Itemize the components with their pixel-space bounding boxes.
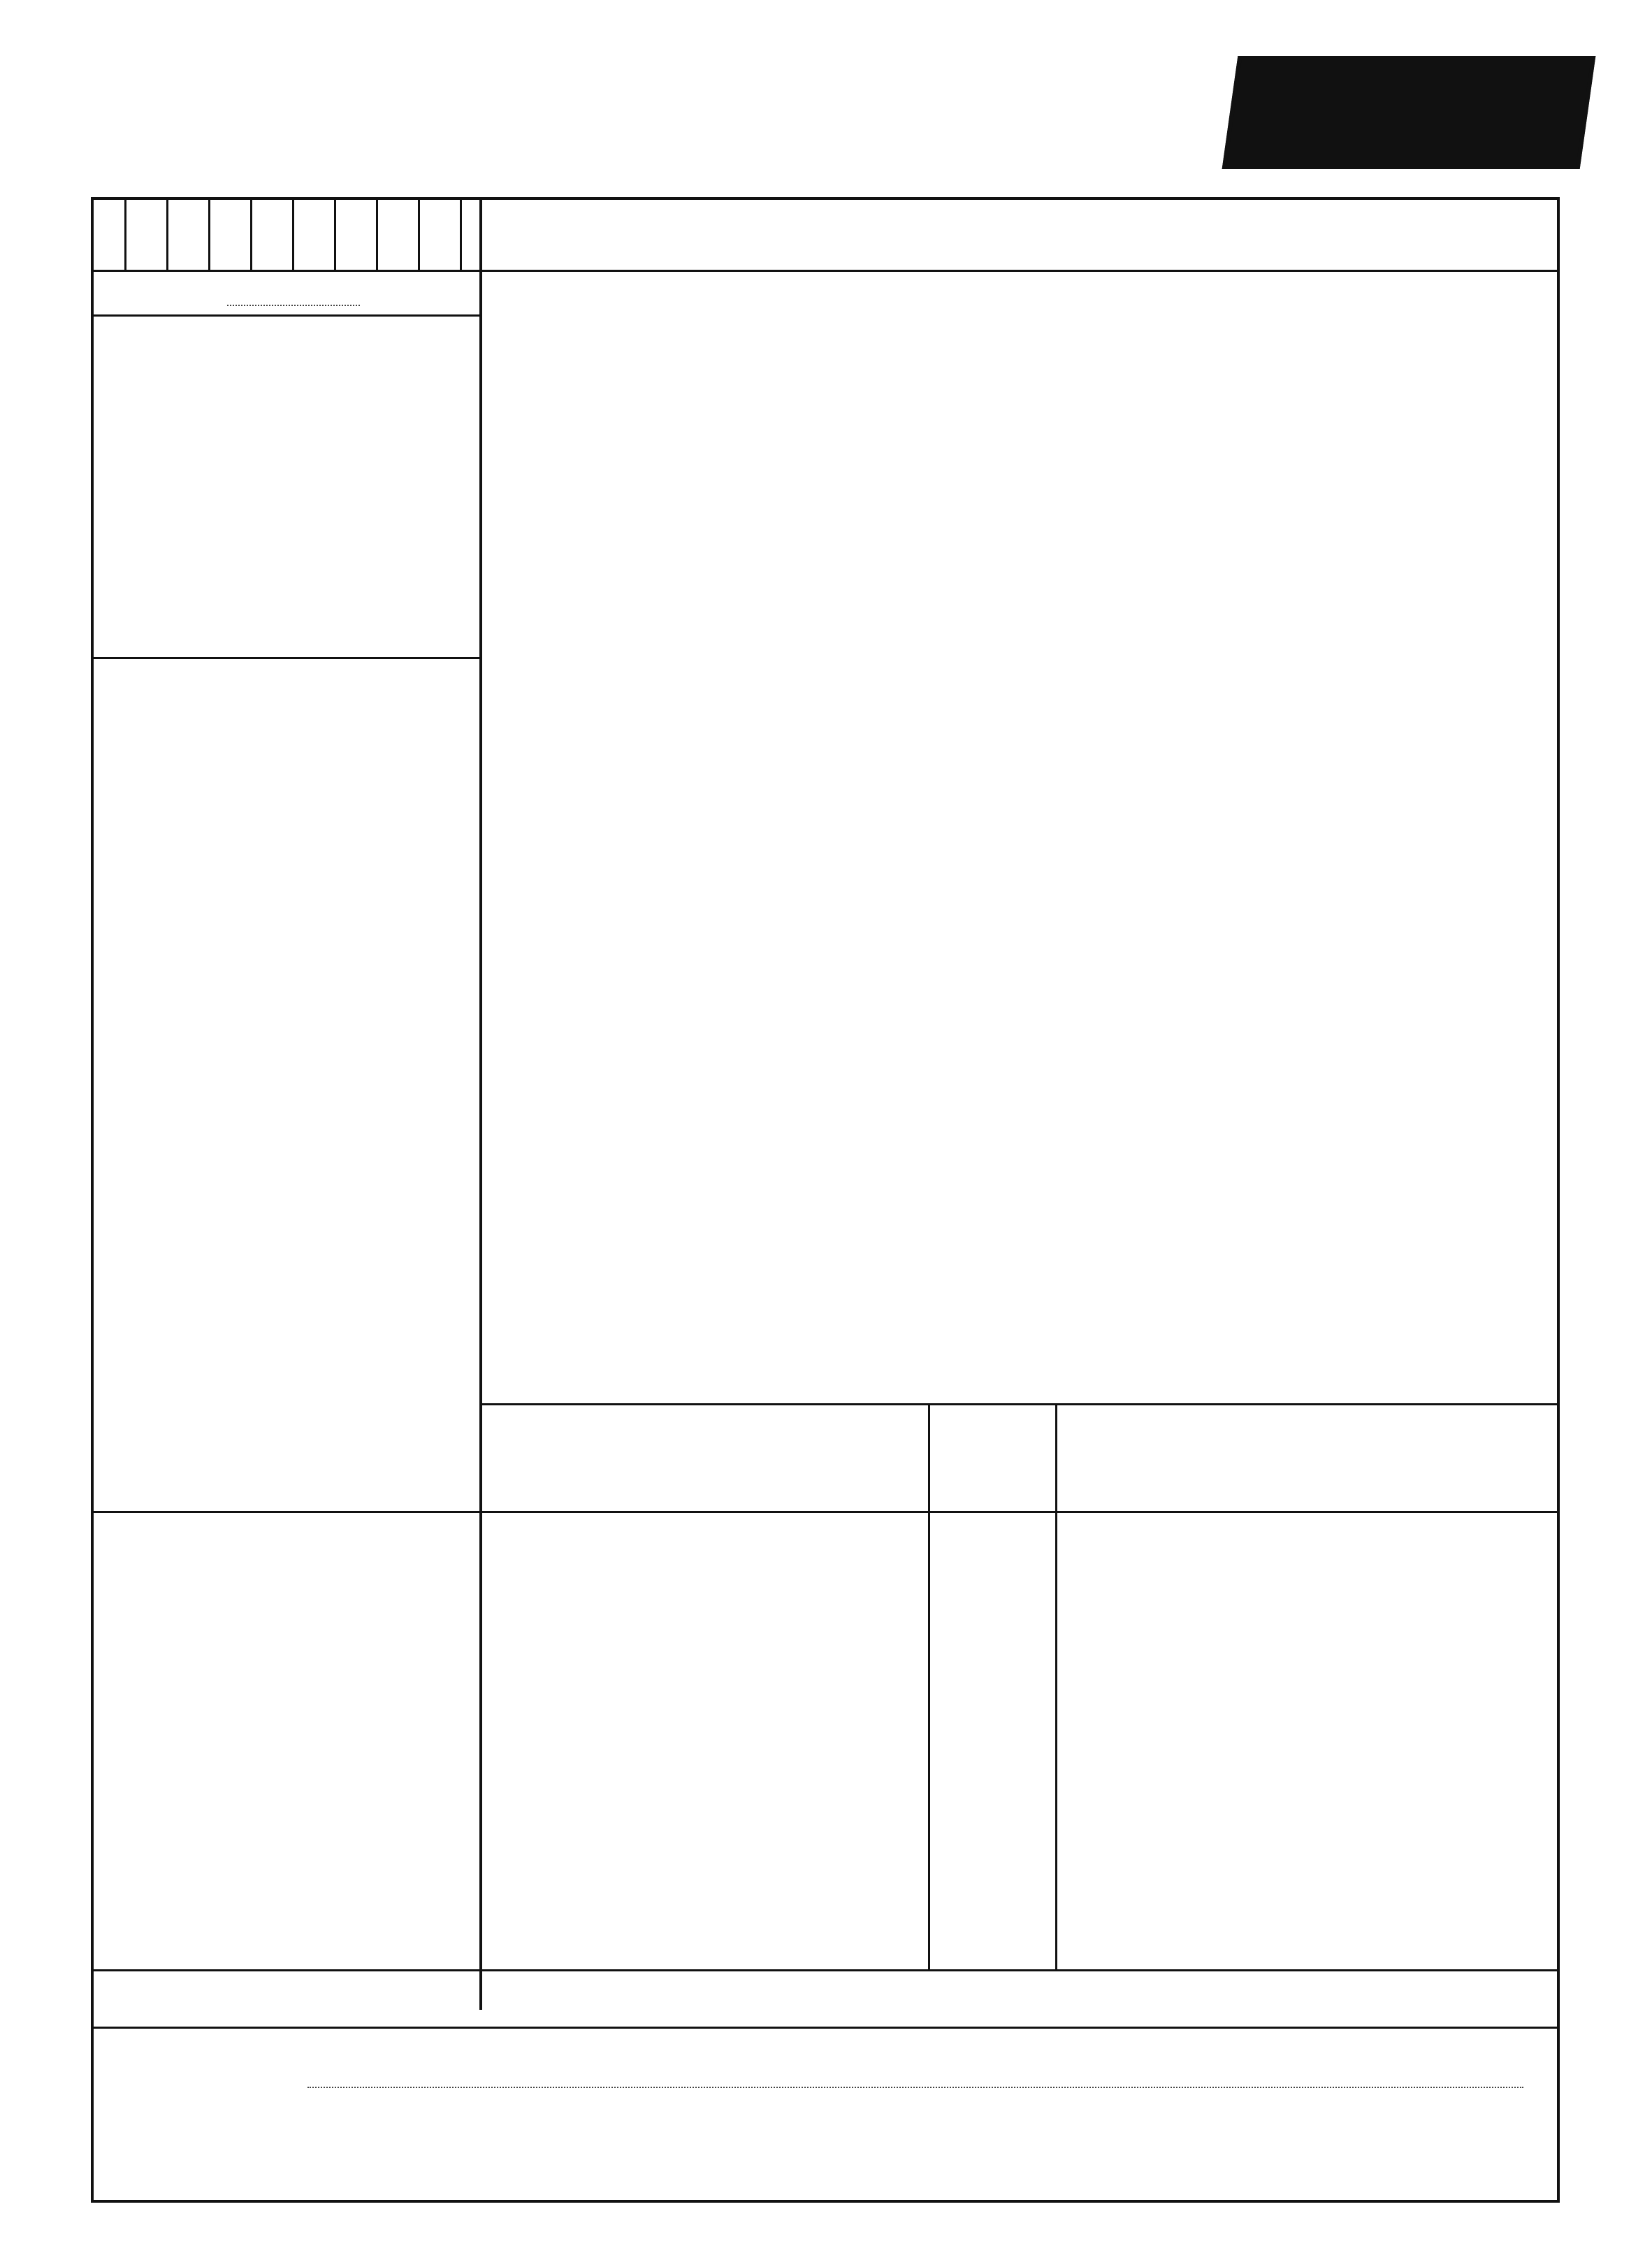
- sidebar-divider: [479, 200, 482, 2010]
- yad-vashem-logo: [1222, 56, 1596, 169]
- children-table-head-line: [94, 1511, 1557, 1513]
- note-bottom-line: [94, 2027, 1557, 2029]
- children-table-col2: [1055, 1403, 1057, 1969]
- header-bar: [481, 200, 1557, 272]
- registration-boxes: [94, 200, 481, 272]
- undersigned-line: [307, 2087, 1523, 2088]
- children-table-bottom: [94, 1969, 1557, 1971]
- photo-frame-top: [94, 314, 479, 317]
- children-table-top: [481, 1403, 1557, 1405]
- children-table-col1: [928, 1403, 930, 1969]
- form-frame: [91, 197, 1560, 2203]
- photo-frame-bottom: [94, 657, 479, 659]
- registr-line: [227, 305, 360, 306]
